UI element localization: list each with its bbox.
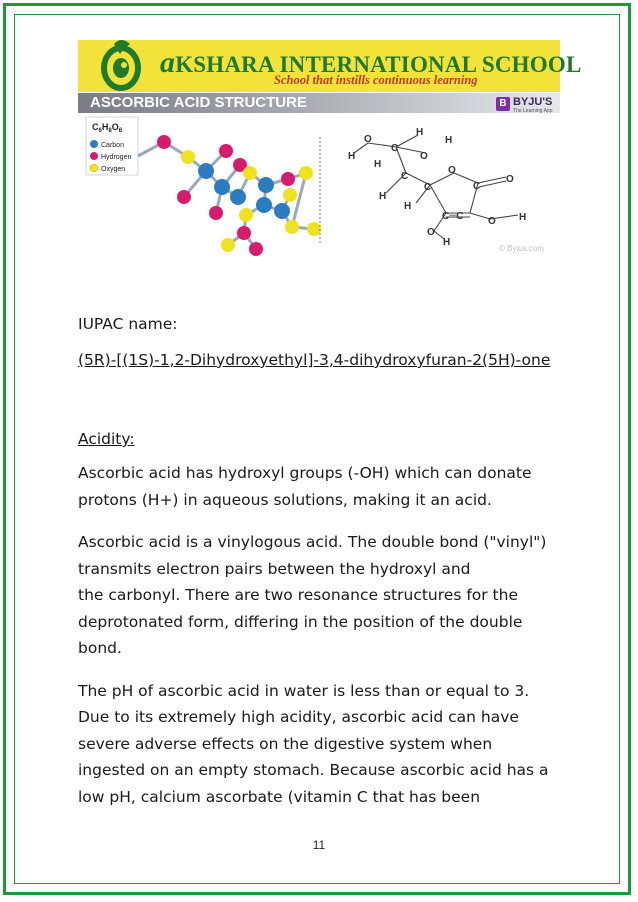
carbon-atom <box>214 179 230 195</box>
hydrogen-atom <box>177 190 191 204</box>
atom-label-c: C <box>391 143 399 154</box>
hydrogen-atom <box>237 226 251 240</box>
atom-label-c: C <box>424 182 432 193</box>
paragraph-3-line-2: Due to its extremely high acidity, ascorbic acid can have <box>78 708 519 726</box>
atom-label-o: O <box>506 174 514 185</box>
school-logo-icon <box>94 38 148 94</box>
acidity-heading: Acidity: <box>78 430 135 448</box>
paragraph-1-line-2: protons (H+) in aqueous solutions, making it an acid. <box>78 491 492 509</box>
atom-label-c-double-c: C═C <box>442 211 464 222</box>
oxygen-atom <box>221 238 235 252</box>
atom-label-h: H <box>445 135 453 146</box>
figure-watermark: © Byjus.com <box>499 244 545 253</box>
paragraph-2-line-4: deprotonated form, differing in the position of the double <box>78 613 523 631</box>
structure-drawings <box>78 93 560 263</box>
legend-carbon: Carbon <box>101 142 124 149</box>
school-tagline: School that instills continuous learning <box>274 73 478 87</box>
carbon-atom <box>230 189 246 205</box>
atom-label-o: O <box>488 216 496 227</box>
school-name-rest: KSHARA INTERNATIONAL SCHOOL <box>175 52 582 77</box>
paragraph-2-line-2: transmits electron pairs between the hydroxyl and <box>78 560 471 578</box>
byjus-brand-subtitle: The Learning App <box>513 108 553 114</box>
oxygen-atom <box>239 208 253 222</box>
oxygen-atom <box>283 188 297 202</box>
atom-label-o: O <box>420 151 428 162</box>
oxygen-atom <box>307 222 321 236</box>
atom-label-h: H <box>519 212 527 223</box>
paragraph-3-line-4: ingested on an empty stomach. Because ascorbic acid has a <box>78 761 549 779</box>
atom-label-o: O <box>364 134 372 145</box>
molecule-legend <box>86 117 138 175</box>
legend-hydrogen: Hydrogen <box>101 154 132 161</box>
atom-label-h: H <box>374 159 382 170</box>
legend-formula: $C_6H_8O_6$ <box>92 122 123 134</box>
paragraph-3-line-5: low pH, calcium ascorbate (vitamin C that has been <box>78 788 481 806</box>
hydrogen-atom <box>219 144 233 158</box>
hydrogen-legend-icon <box>90 152 98 160</box>
iupac-heading: IUPAC name: <box>78 315 178 333</box>
hydrogen-atom <box>209 206 223 220</box>
oxygen-atom <box>285 220 299 234</box>
structural-formula-labels <box>348 127 526 248</box>
byjus-brand-name: BYJU'S <box>513 96 553 108</box>
carbon-atom <box>256 197 272 213</box>
atom-label-h: H <box>404 201 412 212</box>
figure-title: ASCORBIC ACID STRUCTURE <box>90 94 307 111</box>
paragraph-2-line-1: Ascorbic acid is a vinylogous acid. The double bond ("vinyl") <box>78 533 547 551</box>
paragraph-1-line-1: Ascorbic acid has hydroxyl groups (-OH) which can donate <box>78 464 532 482</box>
oxygen-legend-icon <box>90 164 98 172</box>
atom-label-h: H <box>443 237 451 248</box>
legend-oxygen: Oxygen <box>101 166 126 173</box>
hydrogen-atom <box>157 135 171 149</box>
carbon-atom <box>198 163 214 179</box>
atom-label-o: O <box>427 227 435 238</box>
atom-label-c: C <box>401 171 409 182</box>
carbon-legend-icon <box>90 140 98 148</box>
oxygen-atom <box>243 166 257 180</box>
paragraph-2-line-3: the carbonyl. There are two resonance structures for the <box>78 586 518 604</box>
hydrogen-atom <box>249 242 263 256</box>
ascorbic-acid-figure <box>78 93 560 263</box>
school-banner <box>78 40 582 92</box>
byjus-badge-icon: B <box>496 97 510 111</box>
carbon-atom <box>274 203 290 219</box>
paragraph-3-line-1: The pH of ascorbic acid in water is less than or equal to 3. <box>78 682 530 700</box>
school-name-initial: a <box>160 46 176 79</box>
paragraph-2-line-5: bond. <box>78 639 122 657</box>
hydrogen-atom <box>281 172 295 186</box>
carbon-atom <box>258 177 274 193</box>
atom-label-h: H <box>348 151 356 162</box>
oxygen-atom <box>299 166 313 180</box>
page-number: 11 <box>312 838 326 852</box>
atom-label-h: H <box>416 127 424 138</box>
iupac-name: (5R)-[(1S)-1,2-Dihydroxyethyl]-3,4-dihydroxyfuran-2(5H)-one <box>78 351 551 369</box>
atom-label-o: O <box>448 165 456 176</box>
atom-label-h: H <box>379 191 387 202</box>
paragraph-3-line-3: severe adverse effects on the digestive system when <box>78 735 493 753</box>
oxygen-atom <box>181 150 195 164</box>
atom-label-c: C <box>473 181 481 192</box>
